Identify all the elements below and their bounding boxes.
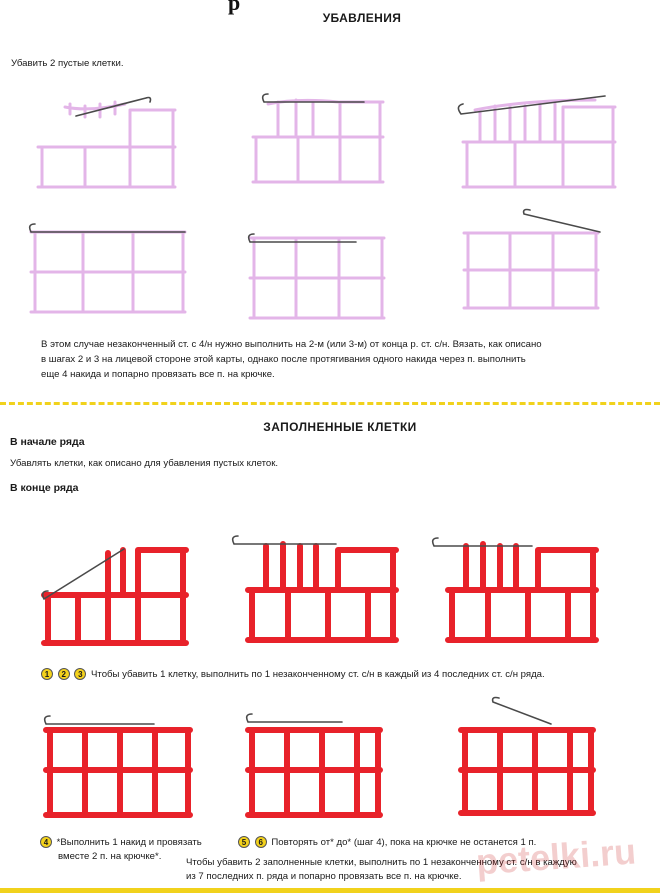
- section-title-decreases: УБАВЛЕНИЯ: [322, 11, 402, 25]
- section-title-filled-cells: ЗАПОЛНЕННЫЕ КЛЕТКИ: [263, 420, 417, 434]
- crochet-hook-icon: [40, 710, 160, 735]
- crochet-hook-icon: [428, 532, 538, 557]
- red-diagram-4: [40, 710, 200, 825]
- crochet-hook-icon: [455, 92, 615, 122]
- step4-text-line2: вместе 2 п. на крючке*.: [58, 851, 162, 862]
- step123-text: Чтобы убавить 1 клетку, выполнить по 1 незаконченному ст. с/н в каждый из 4 последних ст. с/н ряда.: [91, 669, 545, 680]
- step-number-2: 2: [58, 668, 70, 680]
- crochet-hook-icon: [25, 220, 190, 240]
- final-note-line2: из 7 последних п. ряда и попарно провязать все п. на крючке.: [186, 871, 462, 882]
- pink-diagram-5: [244, 226, 394, 326]
- pink-diagram-4: [25, 220, 195, 320]
- step4-text-line1: *Выполнить 1 накид и провязать: [56, 837, 202, 848]
- crochet-hook-icon: [228, 532, 343, 557]
- pink-diagram-3: [455, 92, 625, 202]
- crochet-hook-icon: [244, 226, 364, 246]
- red-diagram-3: [428, 532, 603, 650]
- empty-cells-caption-line2: в шагах 2 и 3 на лицевой стороне этой карты, однако после протягивания одного накида через п. выполнить: [41, 354, 526, 365]
- red-diagram-6: [455, 698, 600, 823]
- start-of-row-heading: В начале ряда: [10, 436, 85, 448]
- pink-diagram-6: [458, 208, 608, 316]
- step-number-5: 5: [238, 836, 250, 848]
- bottom-bar: [0, 888, 660, 893]
- empty-cells-caption-line3: еще 4 накида и попарно провязать все п. на крючке.: [41, 369, 275, 380]
- pink-diagram-1: [30, 92, 190, 197]
- red-diagram-1: [38, 535, 198, 653]
- empty-cells-caption-line1: В этом случае незаконченный ст. с 4/н нужно выполнить на 2-м (или 3-м) от конца р. ст. с/н. Вязать, как описано: [41, 339, 542, 350]
- start-of-row-text: Убавлять клетки, как описано для убавления пустых клеток.: [10, 458, 279, 469]
- crochet-hook-icon: [242, 710, 347, 735]
- crochet-hook-icon: [260, 92, 370, 112]
- red-diagram-2: [228, 532, 403, 650]
- step56-text: Повторять от* до* (шаг 4), пока на крючке не останется 1 п.: [271, 837, 537, 848]
- step-number-4: 4: [40, 836, 52, 848]
- section-divider: [0, 402, 660, 405]
- step-number-3: 3: [74, 668, 86, 680]
- step-number-1: 1: [41, 668, 53, 680]
- step4-caption: [40, 836, 202, 850]
- step123-caption: [41, 668, 545, 682]
- crochet-hook-icon: [74, 92, 154, 122]
- watermark: petelki.ru: [474, 830, 638, 883]
- red-diagram-5: [242, 710, 387, 825]
- crochet-hook-icon: [489, 698, 559, 728]
- crochet-hook-icon: [38, 545, 133, 605]
- intro-text: Убавить 2 пустые клетки.: [11, 58, 124, 69]
- end-of-row-heading: В конце ряда: [10, 482, 79, 494]
- pink-diagram-2: [248, 92, 398, 197]
- step-number-6: 6: [255, 836, 267, 848]
- crochet-hook-icon: [520, 208, 610, 238]
- final-note-line1: Чтобы убавить 2 заполненные клетки, выполнить по 1 незаконченному ст. с/н в каждую: [186, 857, 577, 868]
- page-title-fragment: р: [228, 0, 241, 15]
